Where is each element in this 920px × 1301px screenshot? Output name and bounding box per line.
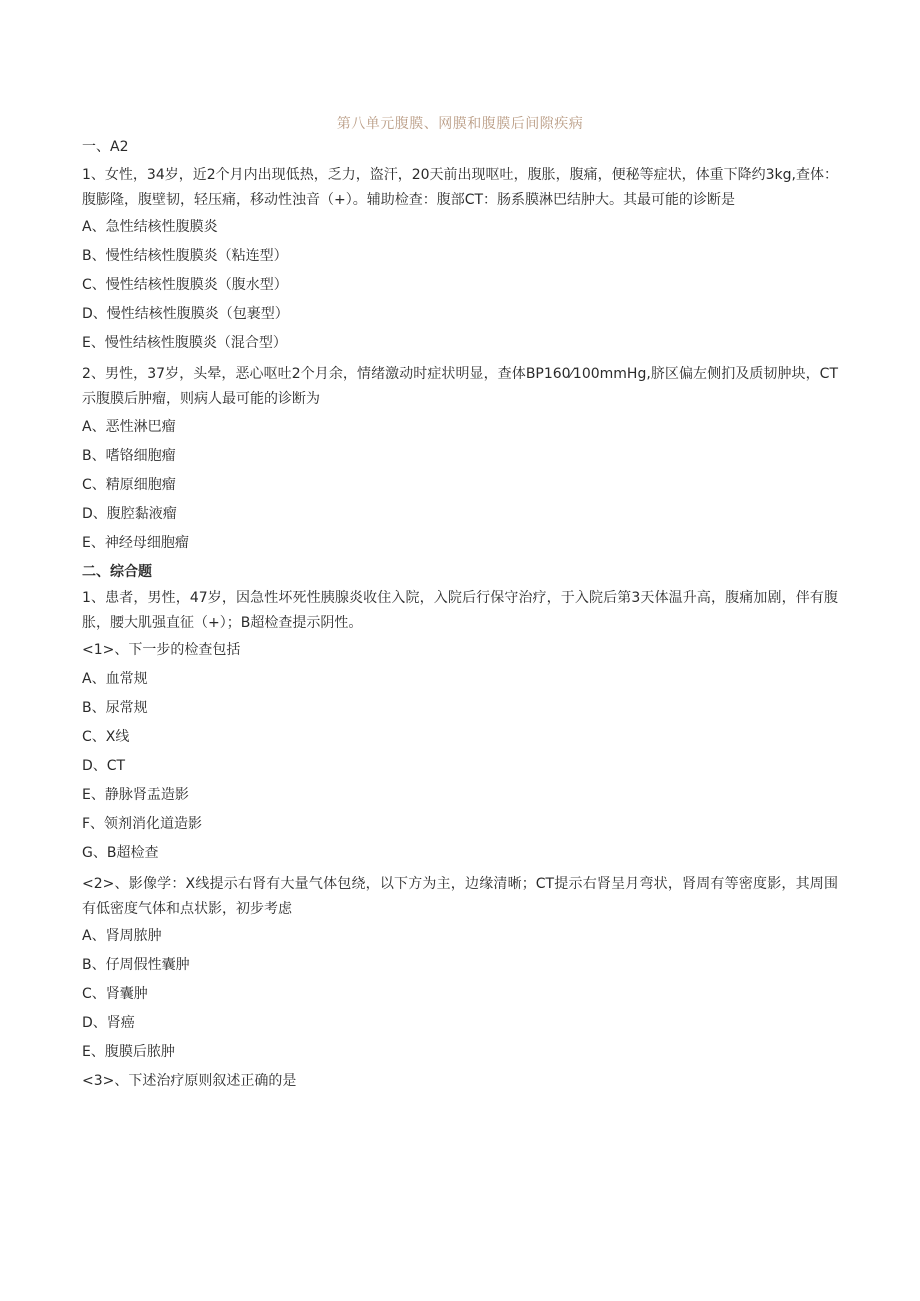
sub-question-1-option-e: E、静脉肾盂造影 [82,787,189,803]
sub-question-1-option-g: G、B超检查 [82,845,159,861]
sub-question-1-option-d: D、CT [82,758,126,774]
case-stem: 1、患者，男性，47岁，因急性坏死性胰腺炎收住入院，入院后行保守治疗，于入院后第3天体温升高，腹痛加剧，伴有腹胀，腰大肌强直征（+）；B超检查提示阴性。 [82,590,838,631]
sub-question-2-option-b: B、仔周假性囊肿 [82,957,190,973]
question-1-stem: 1、女性，34岁，近2个月内出现低热，乏力，盗汗，20天前出现呕吐，腹胀，腹痛，便秘等症状，体重下降约3kg,查体：腹膨隆，腹壁韧，轻压痛，移动性浊音（+）。辅助检查：腹部CT：肠系膜淋巴结肿大。其最可能的诊断是 [82,167,838,208]
question-2-option-a: A、恶性淋巴瘤 [82,419,176,435]
sub-question-2-option-d: D、肾癌 [82,1015,135,1031]
document-body [82,137,838,1091]
question-2-option-e: E、神经母细胞瘤 [82,535,189,551]
sub-question-1-option-f: F、领剂消化道造影 [82,816,203,832]
section-heading-a2: 一、A2 [82,139,129,155]
question-1-option-c: C、慢性结核性腹膜炎（腹水型） [82,277,288,293]
sub-question-1-option-a: A、血常规 [82,671,148,687]
question-2-option-d: D、腹腔黏液瘤 [82,506,177,522]
sub-question-1-option-c: C、X线 [82,729,130,745]
section-heading-comprehensive: 二、综合题 [82,564,152,580]
question-1-option-e: E、慢性结核性腹膜炎（混合型） [82,335,287,351]
question-1-option-b: B、慢性结核性腹膜炎（粘连型） [82,248,288,264]
question-2-option-b: B、嗜铬细胞瘤 [82,448,176,464]
question-1-option-a: A、急性结核性腹膜炎 [82,219,218,235]
sub-question-2-option-e: E、腹膜后脓肿 [82,1044,175,1060]
sub-question-2-option-c: C、肾囊肿 [82,986,148,1002]
sub-question-1-option-b: B、尿常规 [82,700,148,716]
sub-question-1-stem: <1>、下一步的检查包括 [82,642,241,658]
question-2-stem: 2、男性，37岁，头晕，恶心呕吐2个月余，情绪激动时症状明显，查体BP160⁄100mmHg,脐区偏左侧扪及质韧肿块，CT示腹膜后肿瘤，则病人最可能的诊断为 [82,366,838,407]
question-1-option-d: D、慢性结核性腹膜炎（包裹型） [82,306,289,322]
sub-question-2-option-a: A、肾周脓肿 [82,928,162,944]
sub-question-3-stem: <3>、下述治疗原则叙述正确的是 [82,1073,297,1089]
sub-question-2-stem: <2>、影像学：X线提示右肾有大量气体包绕，以下方为主，边缘清晰；CT提示右肾呈月弯状，肾周有等密度影，其周围有低密度气体和点状影，初步考虑 [82,876,838,917]
document-title: 第八单元腹膜、网膜和腹膜后间隙疾病 [336,116,584,132]
question-2-option-c: C、精原细胞瘤 [82,477,176,493]
